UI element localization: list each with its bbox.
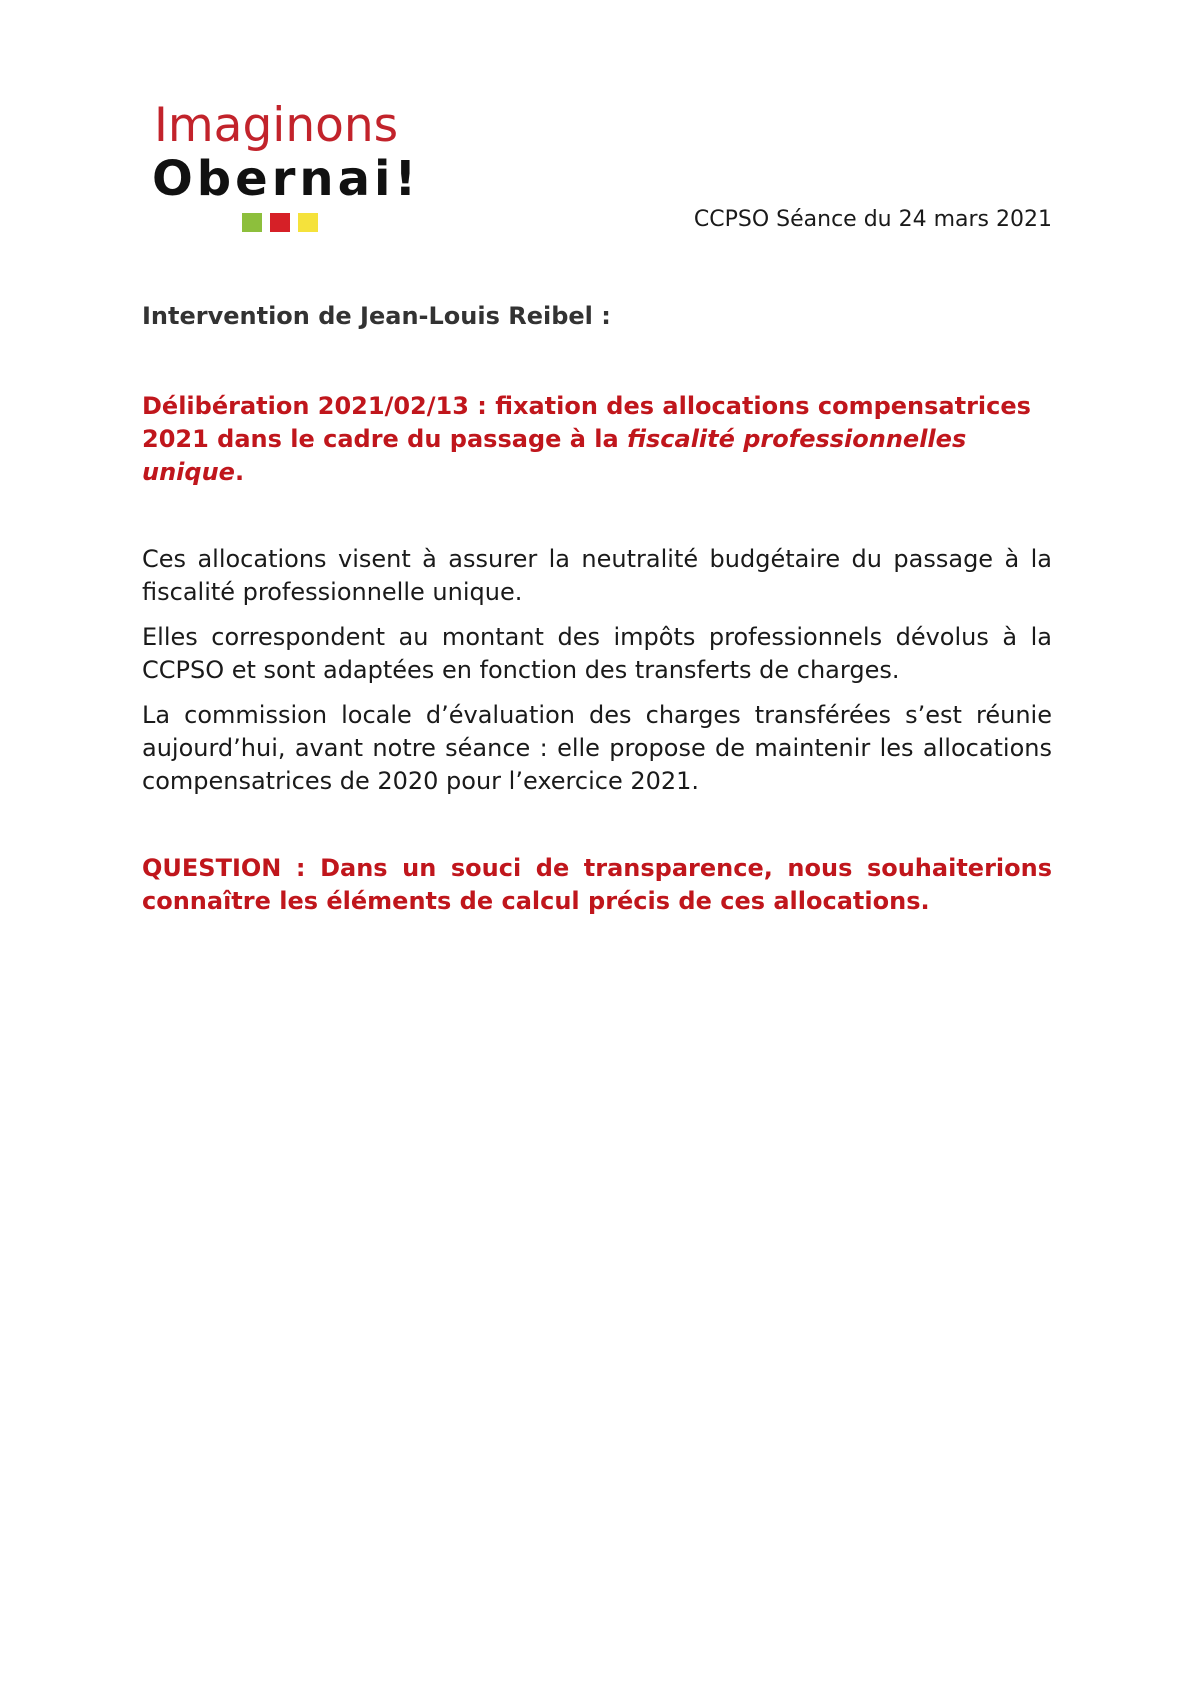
deliberation-title-suffix: . (234, 458, 245, 486)
deliberation-title (142, 390, 1052, 489)
logo-square-green (242, 213, 262, 232)
speaker-heading: Intervention de Jean-Louis Reibel : (142, 302, 611, 330)
logo-square-red (270, 213, 290, 232)
logo-square-yellow (298, 213, 318, 232)
logo-text-obernai: Obernai! (152, 151, 421, 207)
paragraph-3: La commission locale d’évaluation des charges transférées s’est réunie aujourd’hui, avant notre séance : elle propose de maintenir les allocations compensatrices de 2020 pour l’exercice 2021. (142, 701, 1052, 795)
deliberation-title-text: Délibération 2021/02/13 : fixation des allocations compensatrices 2021 dans le cadre du passage à la (142, 392, 1031, 453)
question-paragraph: QUESTION : Dans un souci de transparence, nous souhaiterions connaître les éléments de calcul précis de ces allocations. (142, 854, 1052, 915)
logo-text-imaginons: Imaginons (154, 98, 399, 153)
logo-imaginons-obernai (150, 100, 430, 240)
session-date: CCPSO Séance du 24 mars 2021 (693, 207, 1052, 232)
logo-color-squares (242, 213, 318, 232)
paragraph-1: Ces allocations visent à assurer la neutralité budgétaire du passage à la fiscalité professionnelle unique. (142, 545, 1052, 606)
document-body (142, 302, 1052, 918)
paragraph-2: Elles correspondent au montant des impôts professionnels dévolus à la CCPSO et sont adaptées en fonction des transferts de charges. (142, 623, 1052, 684)
deliberation-title-italic: fiscalité professionnelles unique (142, 425, 967, 486)
